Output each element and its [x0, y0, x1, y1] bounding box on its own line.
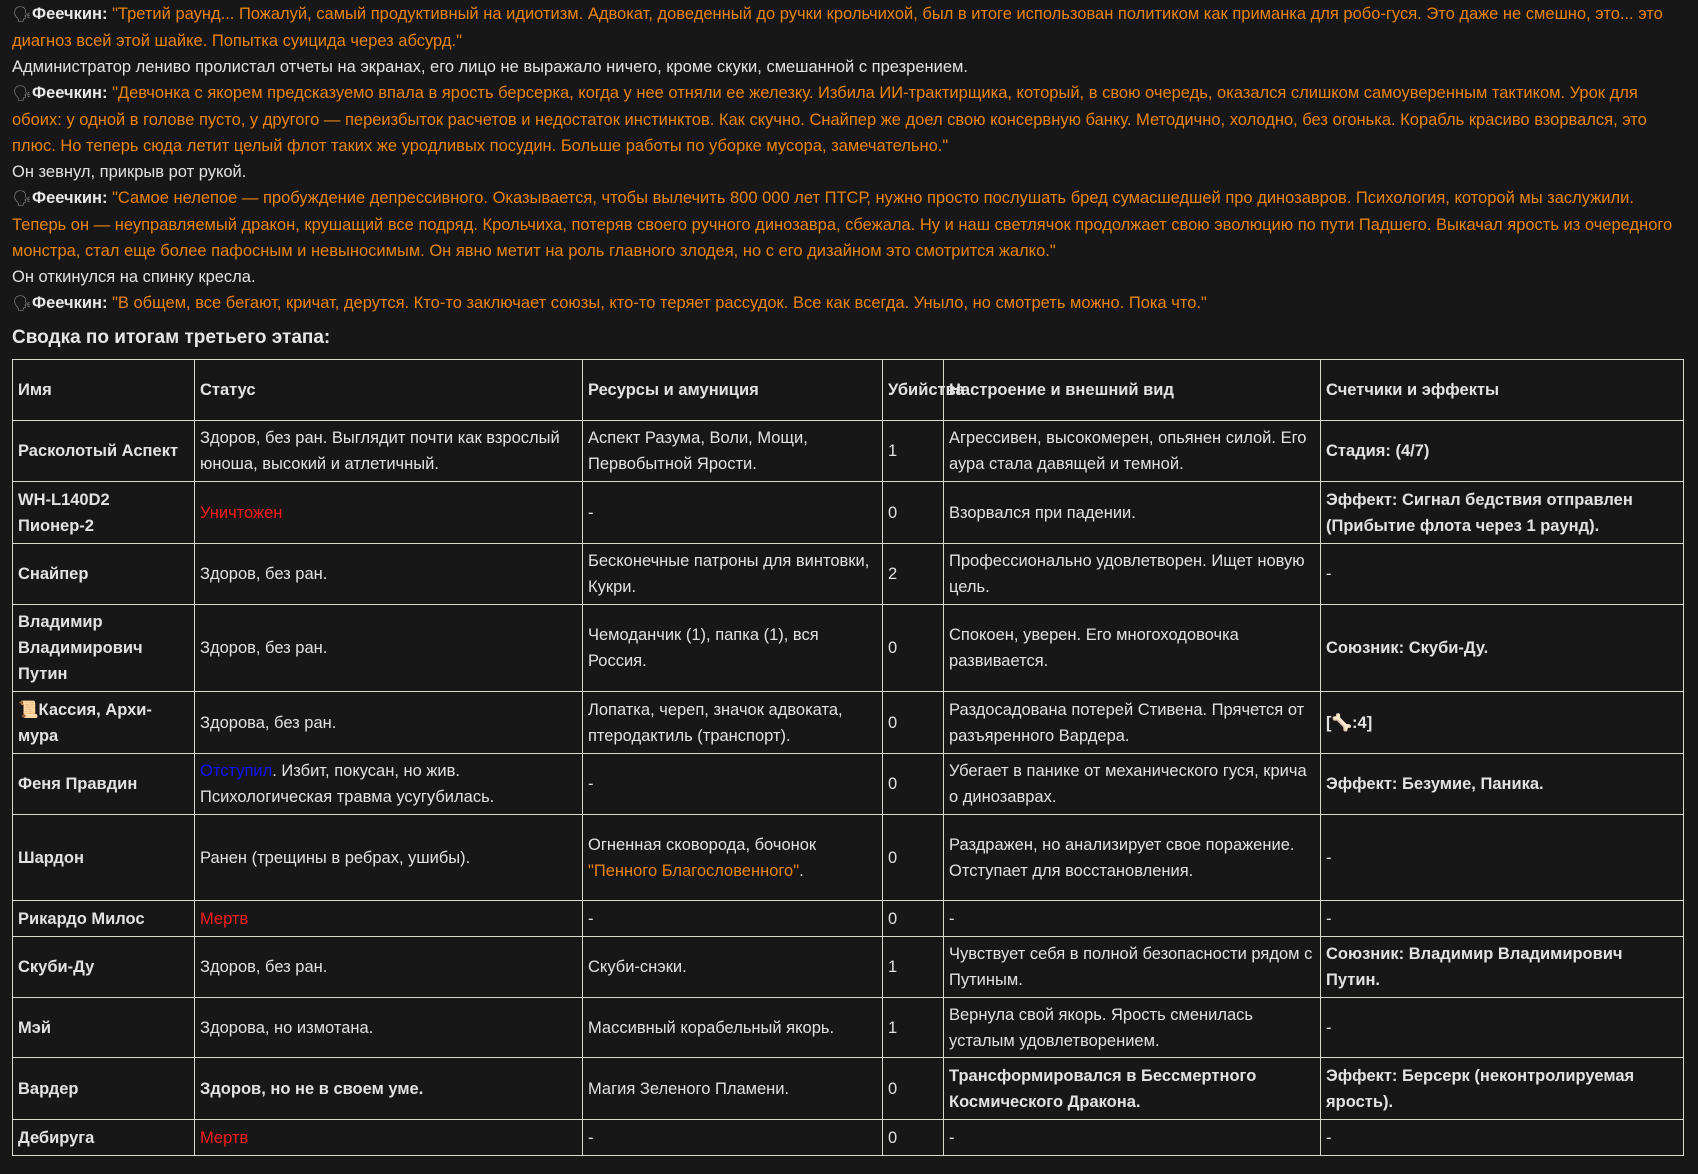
header-effects: Счетчики и эффекты	[1321, 360, 1684, 421]
cell-text: Лопатка, череп, значок адвоката, птеродактиль (транспорт).	[588, 700, 843, 745]
table-row	[13, 1058, 1684, 1120]
table-header-row	[13, 360, 1684, 421]
table-row	[13, 937, 1684, 998]
cell-text: :4]	[1352, 713, 1373, 732]
cell-resources	[583, 482, 883, 544]
cell-text: Раздосадована потерей Стивена. Прячется от разъяренного Вардера.	[949, 700, 1305, 745]
speech-line	[12, 185, 1686, 264]
header-status: Статус	[195, 360, 583, 421]
cell-text: Трансформировался в Бессмертного Космического Дракона.	[949, 1066, 1257, 1111]
cell-effects	[1321, 1120, 1684, 1156]
cell-text: Здоров, без ран.	[200, 565, 328, 583]
cell-kills	[883, 754, 944, 815]
cell-text: Ранен (трещины в ребрах, ушибы).	[200, 848, 471, 867]
cell-text: 0	[888, 1079, 898, 1098]
cell-mood	[944, 1058, 1321, 1120]
cell-text: Здоров, без ран.	[200, 958, 328, 976]
cell-name	[13, 1058, 195, 1120]
cell-name	[13, 1120, 195, 1156]
cell-status	[195, 901, 583, 937]
table-row	[13, 1120, 1684, 1156]
speech-text: "В общем, все бегают, кричат, дерутся. Кто-то заключает союзы, кто-то теряет рассудок. Все как всегда. Уныло, но смотреть можно. Пока что."	[112, 294, 1207, 312]
cell-effects	[1321, 544, 1684, 605]
cell-effects	[1321, 937, 1684, 998]
cell-mood	[944, 815, 1321, 901]
cell-text: Эффект: Берсерк (неконтролируемая ярость).	[1326, 1066, 1635, 1111]
cell-text: Огненная сковорода, бочонок	[588, 835, 817, 854]
cell-text: Феня Правдин	[18, 775, 138, 793]
cell-text: Здоров, без ран.	[200, 639, 328, 657]
cell-name	[13, 692, 195, 754]
cell-kills	[883, 605, 944, 692]
cell-text: Вардер	[18, 1079, 79, 1098]
cell-text: .	[799, 861, 804, 880]
cell-text: Снайпер	[18, 565, 89, 583]
cell-mood	[944, 937, 1321, 998]
speaking-head-icon: 🗣	[12, 295, 32, 312]
cell-text: 1	[888, 442, 898, 460]
speech-line	[12, 1, 1686, 54]
cell-text: -	[588, 503, 594, 522]
cell-text: Массивный корабельный якорь.	[588, 1018, 835, 1037]
cell-resources	[583, 692, 883, 754]
cell-name	[13, 998, 195, 1058]
header-resources: Ресурсы и амуниция	[583, 360, 883, 421]
cell-status	[195, 482, 583, 544]
cell-text: 1	[888, 958, 898, 976]
cell-text: Агрессивен, высокомерен, опьянен силой. Его аура стала давящей и темной.	[949, 429, 1307, 473]
cell-text: Аспект Разума, Воли, Мощи, Первобытной Ярости.	[588, 429, 808, 473]
cell-text: Владимир Владимирович Путин	[18, 613, 143, 683]
cell-text: Скуби-снэки.	[588, 958, 687, 976]
cell-status	[195, 544, 583, 605]
table-row	[13, 692, 1684, 754]
table-row	[13, 421, 1684, 482]
cell-effects	[1321, 998, 1684, 1058]
cell-text: -	[949, 909, 955, 928]
cell-text: WH-L140D2 Пионер-2	[18, 490, 110, 535]
cell-text: 0	[888, 848, 898, 867]
cell-text: Эффект: Сигнал бедствия отправлен (Прибытие флота через 1 раунд).	[1326, 490, 1633, 535]
cell-text: Союзник: Скуби-Ду.	[1326, 639, 1489, 657]
cell-text: Отступил	[200, 762, 273, 780]
cell-effects	[1321, 421, 1684, 482]
header-name: Имя	[13, 360, 195, 421]
cell-text: . Избит, покусан, но жив. Психологическая травма усугубилась.	[200, 762, 495, 806]
cell-name	[13, 421, 195, 482]
cell-mood	[944, 421, 1321, 482]
cell-text: 0	[888, 1128, 898, 1147]
cell-mood	[944, 605, 1321, 692]
cell-resources	[583, 544, 883, 605]
cell-kills	[883, 544, 944, 605]
cell-text: Здорова, без ран.	[200, 713, 337, 732]
cell-text: Взорвался при падении.	[949, 503, 1136, 522]
table-row	[13, 605, 1684, 692]
speaker-name: Феечкин:	[32, 189, 108, 207]
cell-name	[13, 815, 195, 901]
cell-name	[13, 937, 195, 998]
cell-text: 1	[888, 1018, 898, 1037]
speaker-name: Феечкин:	[32, 84, 108, 102]
cell-kills	[883, 901, 944, 937]
cell-text: -	[1326, 1018, 1332, 1037]
cell-text: Дебируга	[18, 1128, 95, 1147]
cell-name	[13, 754, 195, 815]
cell-text: -	[1326, 909, 1332, 928]
cell-kills	[883, 1058, 944, 1120]
cell-text: Мертв	[200, 909, 249, 928]
cell-mood	[944, 754, 1321, 815]
cell-text: Уничтожен	[200, 503, 283, 522]
summary-table	[12, 359, 1684, 1156]
cell-text: Профессионально удовлетворен. Ищет новую цель.	[949, 552, 1305, 596]
cell-text: Скуби-Ду	[18, 958, 95, 976]
cell-text: -	[588, 1128, 594, 1147]
cell-effects	[1321, 901, 1684, 937]
cell-text: Расколотый Аспект	[18, 442, 179, 460]
cell-text: Эффект: Безумие, Паника.	[1326, 775, 1544, 793]
cell-text: -	[588, 775, 594, 793]
cell-kills	[883, 421, 944, 482]
cell-text: Спокоен, уверен. Его многоходовочка развивается.	[949, 626, 1239, 670]
cell-text: 0	[888, 713, 898, 732]
cell-resources	[583, 937, 883, 998]
cell-text: Союзник: Владимир Владимирович Путин.	[1326, 945, 1623, 989]
summary-title: Сводка по итогам третьего этапа:	[12, 327, 331, 348]
cell-text: Стадия: (4/7)	[1326, 442, 1430, 460]
narration-line: Он зевнул, прикрыв рот рукой.	[12, 163, 247, 181]
cell-resources	[583, 998, 883, 1058]
table-row	[13, 544, 1684, 605]
cell-name	[13, 605, 195, 692]
cell-effects	[1321, 754, 1684, 815]
table-row	[13, 901, 1684, 937]
cell-status	[195, 1058, 583, 1120]
narration-line: Он откинулся на спинку кресла.	[12, 268, 256, 286]
cell-kills	[883, 815, 944, 901]
cell-resources	[583, 605, 883, 692]
cell-text: -	[1326, 1128, 1332, 1147]
cell-text: Здорова, но измотана.	[200, 1018, 374, 1037]
cell-text: 0	[888, 775, 898, 793]
cell-text: [	[1326, 713, 1332, 732]
cell-kills	[883, 998, 944, 1058]
cell-status	[195, 692, 583, 754]
bone-icon: 🦴	[1331, 713, 1353, 732]
cell-resources	[583, 1120, 883, 1156]
cell-kills	[883, 937, 944, 998]
cell-status	[195, 815, 583, 901]
cell-text: Здоров, но не в своем уме.	[200, 1079, 424, 1098]
speaker-name: Феечкин:	[32, 5, 108, 23]
speaking-head-icon: 🗣	[12, 85, 32, 102]
cell-mood	[944, 998, 1321, 1058]
cell-text: 0	[888, 639, 898, 657]
cell-text: -	[1326, 848, 1332, 867]
cell-text: Чувствует себя в полной безопасности рядом с Путиным.	[949, 945, 1313, 989]
cell-text: Кассия, Архи-мура	[18, 700, 152, 745]
table-row	[13, 754, 1684, 815]
cell-mood	[944, 482, 1321, 544]
cell-text: Вернула свой якорь. Ярость сменилась усталым удовлетворением.	[949, 1005, 1254, 1050]
cell-kills	[883, 1120, 944, 1156]
cell-resources	[583, 901, 883, 937]
cell-status	[195, 937, 583, 998]
speaking-head-icon: 🗣	[12, 6, 32, 23]
cell-text: Раздражен, но анализирует свое поражение. Отступает для восстановления.	[949, 835, 1295, 880]
speech-text: "Третий раунд... Пожалуй, самый продуктивный на идиотизм. Адвокат, доведенный до ручки крольчихой, был в итоге использован политиком как приманка для робо-гуся. Это даже не смешно, это... это диагноз всей этой шайке. Попытка суицида через абсурд."	[12, 5, 1663, 50]
cell-mood	[944, 1120, 1321, 1156]
cell-text: Бесконечные патроны для винтовки, Кукри.	[588, 552, 870, 596]
cell-name	[13, 482, 195, 544]
cell-text: Рикардо Милос	[18, 909, 145, 928]
cell-text: -	[949, 1128, 955, 1147]
cell-effects	[1321, 692, 1684, 754]
header-kills: Убийства	[883, 360, 944, 421]
cell-resources	[583, 754, 883, 815]
cell-text: 0	[888, 909, 898, 928]
cell-name	[13, 901, 195, 937]
speech-line	[12, 290, 1686, 317]
dialogue	[12, 1, 1686, 317]
cell-status	[195, 421, 583, 482]
speech-text: "Девчонка с якорем предсказуемо впала в ярость берсерка, когда у нее отняли ее железку. Избила ИИ-трактирщика, который, в свою очередь, оказался слишком самоуверенным тактиком. Урок для обоих: у одной в голове пусто, у другого — переизбыток расчетов и недостаток инстинктов. Как скучно. Снайпер же доел свою консервную банку. Методично, холодно, без огонька. Корабль красиво взорвался, это плюс. Но теперь сюда летит целый флот таких же уродливых посудин. Больше работы по уборке мусора, замечательно."	[12, 84, 1647, 155]
speaker-name: Феечкин:	[32, 294, 108, 312]
cell-status	[195, 754, 583, 815]
cell-resources	[583, 421, 883, 482]
cell-mood	[944, 901, 1321, 937]
cell-text: Шардон	[18, 848, 84, 867]
cell-text: Мэй	[18, 1018, 51, 1037]
header-mood: Настроение и внешний вид	[944, 360, 1321, 421]
cell-kills	[883, 482, 944, 544]
cell-effects	[1321, 605, 1684, 692]
cell-text: Чемоданчик (1), папка (1), вся Россия.	[588, 626, 819, 670]
cell-mood	[944, 544, 1321, 605]
cell-status	[195, 605, 583, 692]
cell-effects	[1321, 815, 1684, 901]
cell-text: Магия Зеленого Пламени.	[588, 1079, 790, 1098]
cell-mood	[944, 692, 1321, 754]
table-row	[13, 815, 1684, 901]
cell-resources	[583, 1058, 883, 1120]
cell-text: "Пенного Благословенного"	[588, 861, 800, 880]
cell-text: Мертв	[200, 1128, 249, 1147]
narration-line: Администратор лениво пролистал отчеты на экранах, его лицо не выражало ничего, кроме скуки, смешанной с презрением.	[12, 58, 968, 76]
speech-text: "Самое нелепое — пробуждение депрессивного. Оказывается, чтобы вылечить 800 000 лет ПТСР, нужно просто послушать бред сумасшедшей про динозавров. Психология, которой мы заслужили. Теперь он — неуправляемый дракон, крушащий все подряд. Крольчиха, потеряв своего ручного динозавра, сбежала. Ну и наш светлячок продолжает свою эволюцию по пути Падшего. Выкачал ярость из очередного монстра, стал еще более пафосным и невыносимым. Он явно метит на роль главного злодея, но с его дизайном это смотрится жалко."	[12, 189, 1673, 260]
speech-line	[12, 80, 1686, 159]
cell-status	[195, 998, 583, 1058]
cell-text: Здоров, без ран. Выглядит почти как взрослый юноша, высокий и атлетичный.	[200, 429, 560, 473]
cell-text: -	[588, 909, 594, 928]
cell-name	[13, 544, 195, 605]
table-row	[13, 998, 1684, 1058]
table-row	[13, 482, 1684, 544]
cell-kills	[883, 692, 944, 754]
speaking-head-icon: 🗣	[12, 190, 32, 207]
scroll-icon: 📜	[18, 700, 39, 719]
cell-status	[195, 1120, 583, 1156]
cell-effects	[1321, 1058, 1684, 1120]
cell-resources	[583, 815, 883, 901]
cell-text: 2	[888, 565, 898, 583]
cell-text: 0	[888, 503, 898, 522]
cell-text: Убегает в панике от механического гуся, крича о динозаврах.	[949, 762, 1307, 806]
cell-text: -	[1326, 565, 1332, 583]
cell-effects	[1321, 482, 1684, 544]
